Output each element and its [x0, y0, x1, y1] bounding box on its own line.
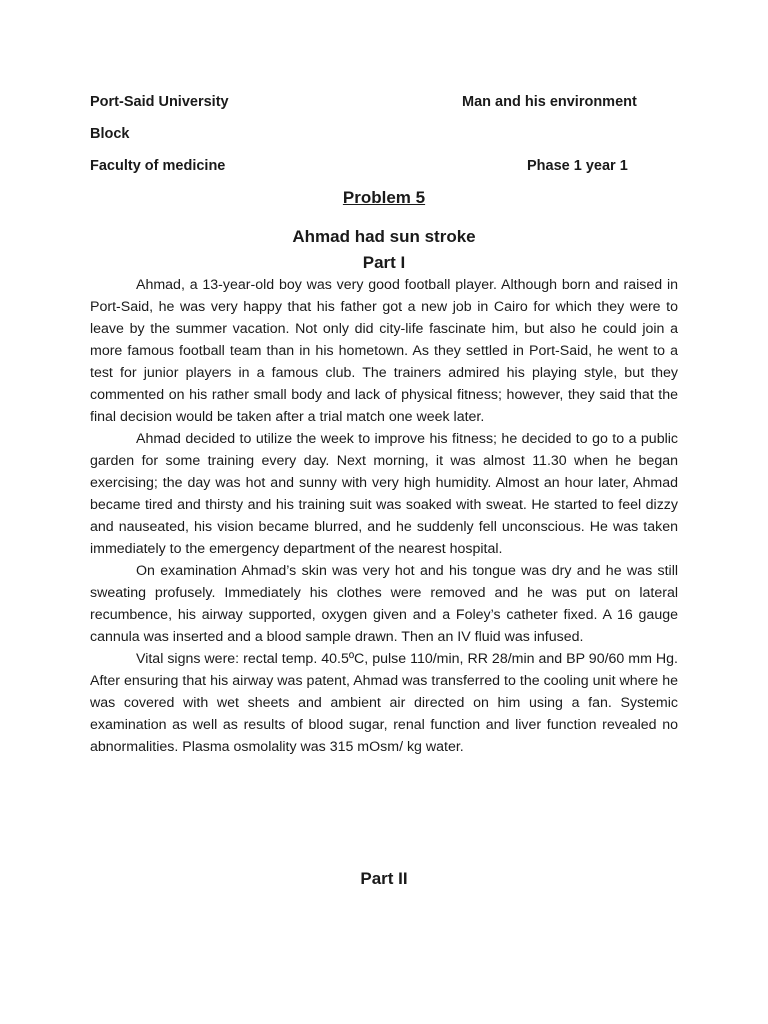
- case-title: Ahmad had sun stroke: [292, 227, 476, 246]
- paragraph-examination: On examination Ahmad’s skin was very hot and his tongue was dry and he was still sweating profusely. Immediately his clothes were removed and he was put on lateral recumbence, his airway supported, oxygen given and a Foley’s catheter fixed. A 16 gauge cannula was inserted and a blood sample drawn. Then an IV fluid was infused.: [90, 563, 678, 645]
- faculty-name: Faculty of medicine: [90, 158, 226, 174]
- paragraph-vital-signs: Vital signs were: rectal temp. 40.5ºC, pulse 110/min, RR 28/min and BP 90/60 mm Hg. After ensuring that his airway was patent, Ahmad was transferred to the cooling unit where he was covered with wet sheets and ambient air directed on him using a fan. Systemic examination as well as results of blood sugar, renal function and liver function revealed no abnormalities. Plasma osmolality was 315 mOsm/ kg water.: [90, 651, 678, 755]
- part-two-heading: Part II: [360, 869, 408, 888]
- block-label: Block: [90, 126, 130, 142]
- case-body: [90, 274, 678, 758]
- phase-label: Phase 1 year 1: [527, 158, 628, 174]
- paragraph-intro: Ahmad, a 13-year-old boy was very good football player. Although born and raised in Port-Said, he was very happy that his father got a new job in Cairo for which they were to leave by the summer vacation. Not only did city-life fascinate him, but also he could join a more famous football team than in his hometown. As they settled in Port-Said, he went to a test for junior players in a famous club. The trainers admired his playing style, but they commented on his rather small body and lack of physical fitness; however, they said that the final decision would be taken after a trial match one week later.: [90, 277, 678, 425]
- problem-title: Problem 5: [342, 188, 426, 207]
- part-one-heading: Part I: [362, 253, 406, 272]
- paragraph-training: Ahmad decided to utilize the week to improve his fitness; he decided to go to a public garden for some training every day. Next morning, it was almost 11.30 when he began exercising; the day was hot and sunny with very high humidity. Almost an hour later, Ahmad became tired and thirsty and his training suit was soaked with sweat. He started to feel dizzy and nauseated, his vision became blurred, and he suddenly fell unconscious. He was taken immediately to the emergency department of the nearest hospital.: [90, 431, 678, 557]
- course-name: Man and his environment: [462, 94, 637, 110]
- university-name: Port-Said University: [90, 94, 229, 110]
